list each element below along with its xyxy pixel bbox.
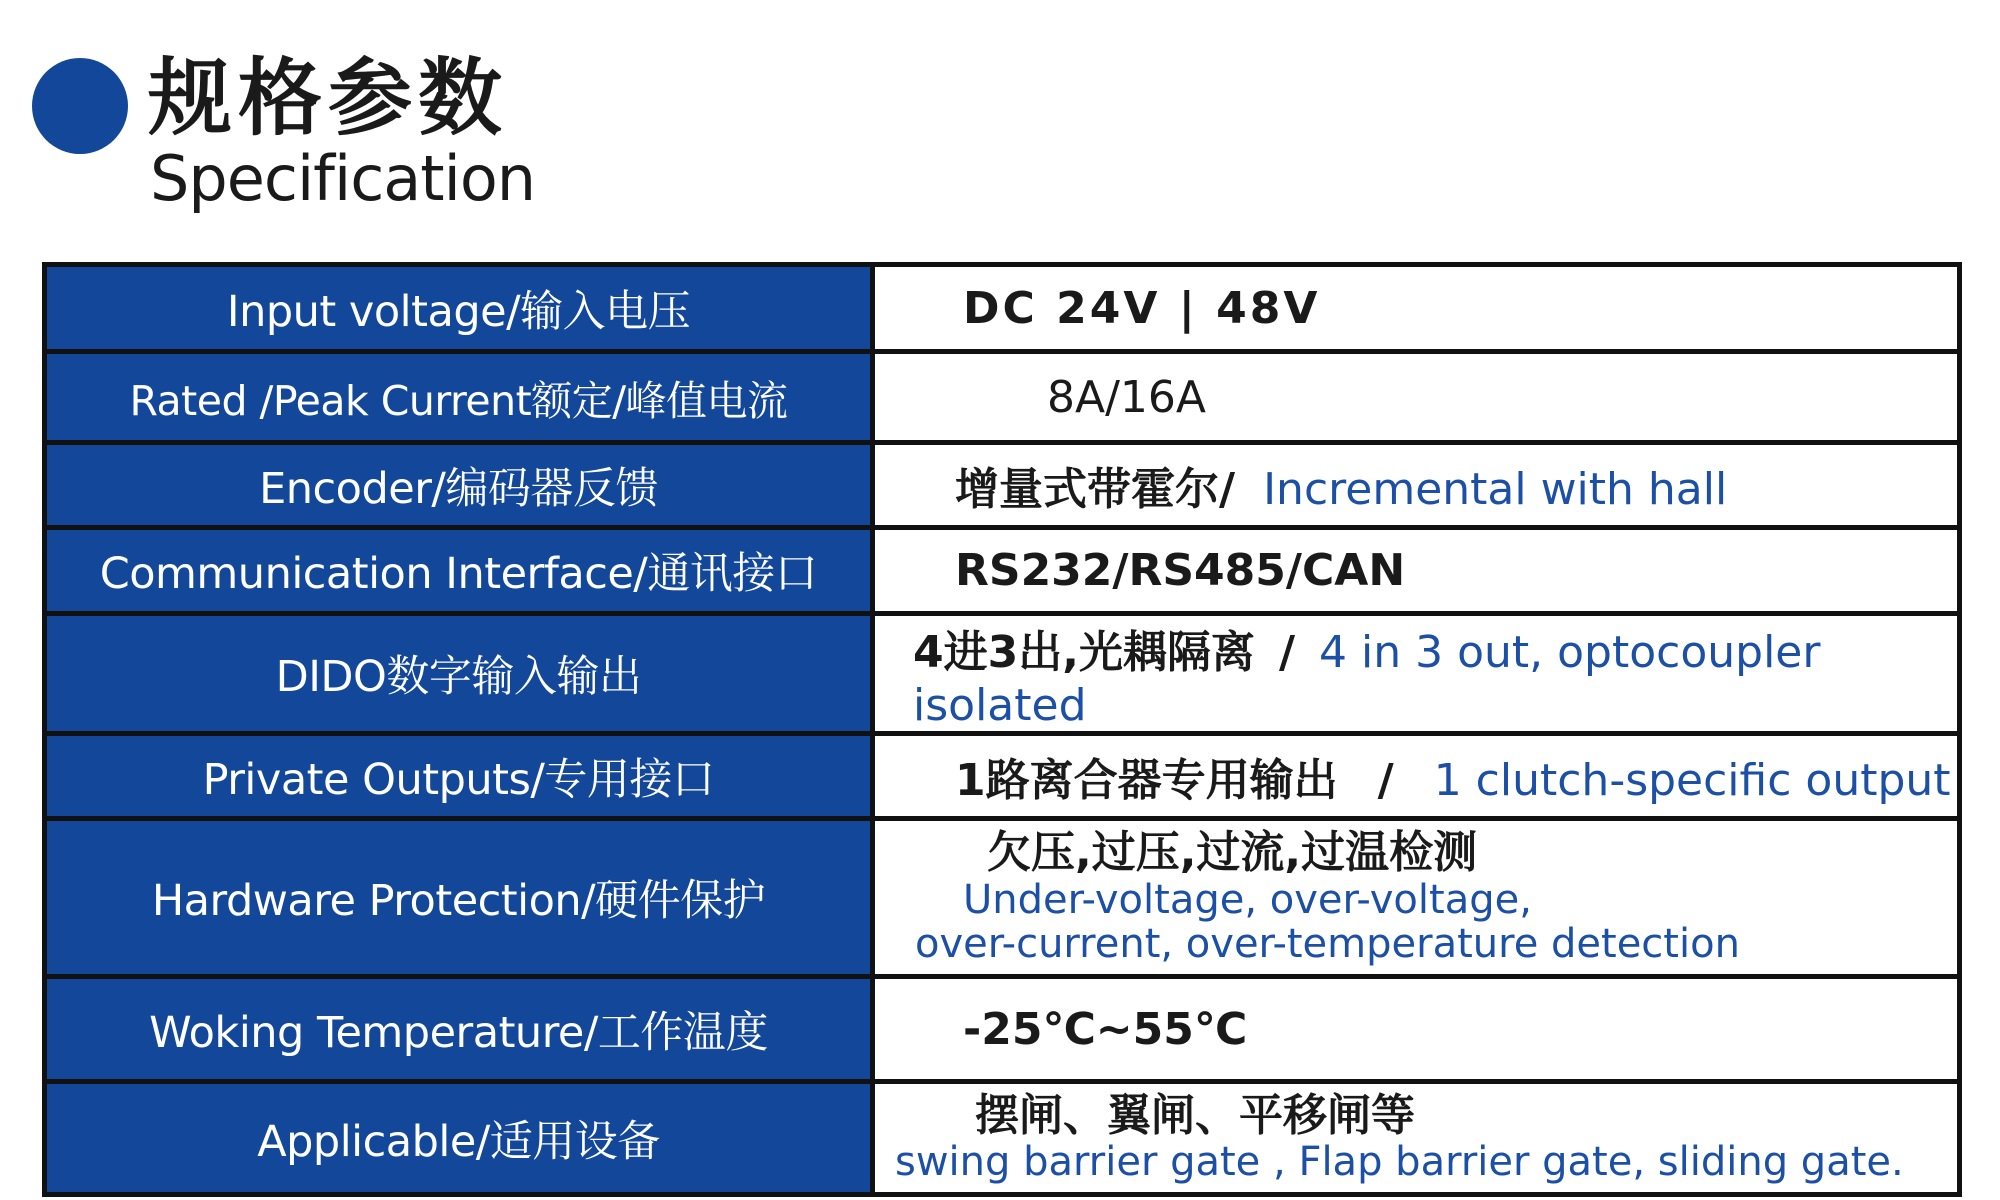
value-text: RS232/RS485/CAN (955, 545, 1406, 596)
row-value (873, 528, 1960, 614)
value-text-en: swing barrier gate , Flap barrier gate, sliding gate. (895, 1139, 1904, 1186)
value-text: -25℃~55℃ (963, 1003, 1248, 1055)
row-value (873, 265, 1960, 352)
table-row (45, 819, 1960, 977)
row-label: Private Outputs/专用接口 (45, 734, 873, 819)
value-separator: / (1278, 627, 1296, 678)
table-row (45, 443, 1960, 528)
row-value (873, 1082, 1960, 1195)
table-row (45, 977, 1960, 1082)
bullet-dot-icon (32, 58, 128, 154)
value-text-cn: 4进3出,光耦隔离 (913, 627, 1255, 678)
row-value (873, 734, 1960, 819)
table-row (45, 265, 1960, 352)
value-text-en: 4 in 3 out, optocoupler isolated (913, 627, 1821, 731)
value-text-cn: 摆闸、翼闸、平移闸等 (975, 1089, 1415, 1141)
table-row (45, 528, 1960, 614)
value-text-en-1: Under-voltage, over-voltage, (963, 876, 1532, 923)
value-text-en: 1 clutch-specific output (1433, 755, 1951, 806)
value-text-cn: 增量式带霍尔/ (955, 464, 1236, 515)
row-label: Woking Temperature/工作温度 (45, 977, 873, 1082)
specification-table (42, 262, 1962, 1197)
row-value (873, 819, 1960, 977)
value-text-cn: 欠压,过压,过流,过温检测 (987, 827, 1478, 879)
value-text: 8A/16A (1047, 371, 1207, 423)
table-row (45, 614, 1960, 734)
row-value (873, 443, 1960, 528)
table-row (45, 1082, 1960, 1195)
row-label: Communication Interface/通讯接口 (45, 528, 873, 614)
table-row (45, 352, 1960, 443)
row-label: Hardware Protection/硬件保护 (45, 819, 873, 977)
section-header (32, 49, 732, 222)
table-row (45, 734, 1960, 819)
row-label: Applicable/适用设备 (45, 1082, 873, 1195)
value-separator: / (1377, 755, 1394, 806)
section-title-cn: 规格参数 (148, 49, 509, 147)
row-label: Rated /Peak Current额定/峰值电流 (45, 352, 873, 443)
row-value (873, 614, 1960, 734)
row-label: Encoder/编码器反馈 (45, 443, 873, 528)
section-title-en: Specification (150, 142, 536, 215)
value-text-en: Incremental with hall (1263, 464, 1728, 515)
value-text-cn: 1路离合器专用输出 (955, 755, 1338, 806)
row-value (873, 977, 1960, 1082)
row-value (873, 352, 1960, 443)
value-text-en-2: over-current, over-temperature detection (915, 920, 1740, 967)
value-text: DC 24V | 48V (963, 282, 1321, 334)
row-label: DIDO数字输入输出 (45, 614, 873, 734)
row-label: Input voltage/输入电压 (45, 265, 873, 352)
